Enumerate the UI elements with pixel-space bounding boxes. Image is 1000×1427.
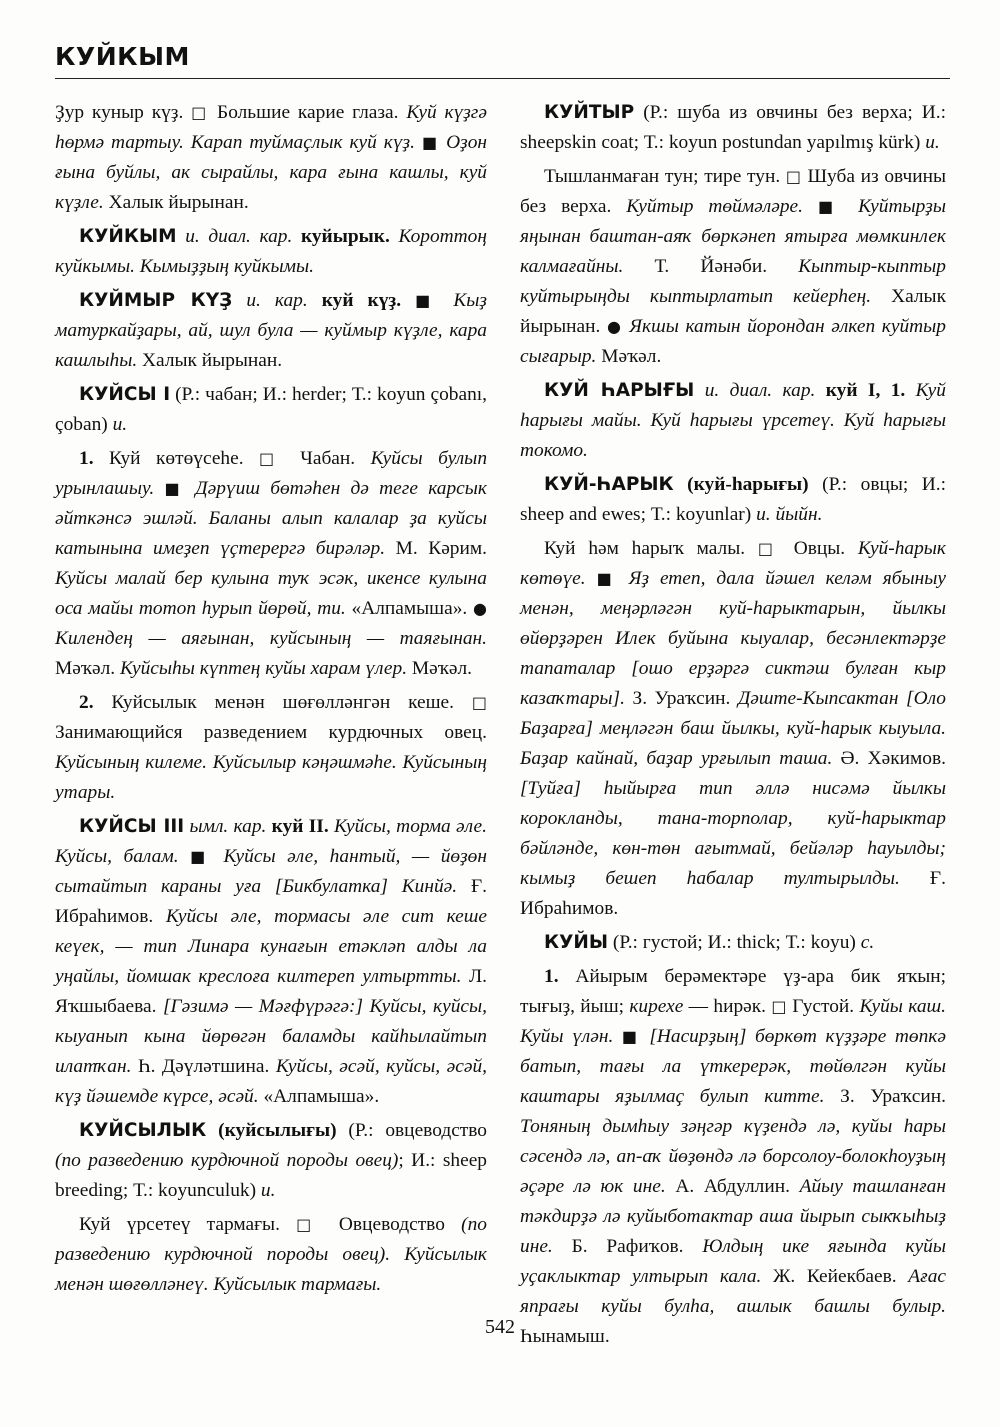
text-run: Куйсы, торма әле. Куйсы, балам.	[55, 816, 487, 867]
text-run: Т. Йәнәби.	[623, 256, 799, 277]
section-marker-icon: □	[259, 449, 285, 468]
text-run: (Р.: густой; И.: thick; Т.: koyu)	[608, 932, 861, 953]
text-run: Шуба из овчины без верха.	[520, 166, 946, 217]
dictionary-paragraph	[520, 928, 946, 958]
text-run: и.	[112, 414, 128, 435]
text-run: и.	[925, 132, 940, 153]
text-run: Ағас япрағы куйы булһа, ашлык башлы булыр.	[520, 1266, 946, 1317]
dictionary-paragraph	[520, 534, 946, 924]
dictionary-paragraph	[55, 222, 487, 282]
text-run: и. диал. кар.	[694, 380, 826, 401]
text-run: Мәҡәл.	[596, 346, 662, 367]
text-run: куй II.	[271, 816, 329, 837]
text-run: Һынамыш.	[520, 1326, 610, 1347]
dictionary-paragraph	[520, 470, 946, 530]
headword: КУЙ ҺАРЫҒЫ	[544, 380, 695, 401]
text-run: Л. Яҡшыбаева.	[55, 966, 487, 1017]
dictionary-paragraph	[55, 1210, 487, 1300]
text-run: Куйсы, әсәй, куйсы, әсәй, күҙ йәшемде күрсе, әсәй.	[55, 1056, 487, 1107]
section-marker-icon: ■	[164, 479, 186, 498]
section-marker-icon: ■	[621, 1027, 641, 1046]
text-run	[401, 290, 415, 311]
text-run: М. Кәрим.	[385, 538, 487, 559]
text-run: Куй һәм һарыҡ малы.	[544, 538, 758, 559]
text-run: и. кар.	[232, 290, 322, 311]
text-run: ымл. кар.	[184, 816, 272, 837]
text-run: Куйтырҙы яңынан баштан-аяҡ бөркәнеп ятырға мөмкинлек калмағайны.	[520, 196, 946, 277]
text-run: Һ. Дәүләтшина.	[131, 1056, 276, 1077]
text-run: Куй күҙгә һөрмә тартыу. Карап туймаҫлык куй күҙ.	[55, 102, 487, 153]
text-run: Чабан.	[284, 448, 371, 469]
text-run: куй күҙ.	[321, 290, 402, 311]
dictionary-paragraph	[55, 1116, 487, 1206]
text-run: Куй үрсетеү тармағы.	[79, 1214, 297, 1235]
section-marker-icon: ●	[606, 317, 623, 336]
text-run: Тоняның дымһыу зәңгәр күҙендә лә, куйы һары сәсендә лә, ап-аҡ йөҙөндә лә борсолоу-болокһоуҙың әҫәре лә юк ине.	[520, 1116, 946, 1197]
text-run: Кыҙ матуркайҙары, ай, шул була — куймыр күҙле, кара кашлыһы.	[55, 290, 487, 371]
text-run: Килендең — аяғынан, куйсының — таяғынан.	[55, 628, 487, 649]
text-run: (куйсылығы)	[206, 1120, 337, 1141]
text-run: Кыптыр-кыптыр куйтырыңды кыптырлатып кейерһең.	[520, 256, 946, 307]
section-marker-icon: □	[471, 693, 487, 712]
text-run: куйырык.	[300, 226, 390, 247]
text-run: (Р.: овцеводство	[336, 1120, 487, 1141]
text-run: Куйтыр төймәләре.	[626, 196, 818, 217]
dictionary-paragraph	[520, 962, 946, 1352]
text-run: куй I, 1.	[825, 380, 906, 401]
text-run: Большие карие глаза.	[209, 102, 407, 123]
section-marker-icon: ■	[415, 291, 440, 310]
section-marker-icon: □	[757, 539, 781, 558]
headword: КУЙМЫР КҮҘ	[79, 290, 233, 311]
text-run: Куй көтөүсеһе.	[109, 448, 260, 469]
text-run: Куйсы әле, тормасы әле сит кеше кеүек, — тип Линара кунағын етәкләп алды ла уңайлы, йомшак креслоға килтереп ултыртты.	[55, 906, 488, 987]
dictionary-paragraph	[55, 688, 487, 808]
text-run: (Р.: овцы; И.: sheep and ewes; Т.: koyunlar)	[520, 474, 946, 525]
dictionary-paragraph	[520, 376, 946, 466]
text-run: Халык йырынан.	[137, 350, 283, 371]
text-run: Ғ. Ибраһимов.	[55, 876, 488, 927]
text-run: кирехе	[629, 996, 684, 1017]
headword: КУЙ-ҺАРЫК	[544, 474, 674, 495]
text-run: Ә. Хәкимов.	[832, 748, 946, 769]
left-column	[55, 98, 487, 1304]
text-run: 1.	[79, 448, 109, 469]
text-run: Яҙ етеп, дала йәшел келәм ябыныу менән, меңәрләгән куй-һарыктарын, йылкы өйөрҙәрен Илек буйына кыуалар, бесәнлектәрҙе тапаталар [ошо ерҙәргә сиктәш булған кыр казаҡтары].	[520, 568, 946, 709]
section-marker-icon: ■	[190, 847, 212, 866]
text-run: Халык йырынан.	[103, 192, 249, 213]
section-marker-icon: □	[296, 1215, 323, 1234]
text-run: Дәште-Кыпсактан [Оло Баҙарға] меңләгән баш йылкы, куй-һарык кыуыла. Баҙар кайнай, баҙар урғылып таша.	[520, 688, 946, 769]
text-run: Густой.	[786, 996, 860, 1017]
dictionary-paragraph	[55, 444, 487, 684]
headword: КУЙСЫЛЫК	[79, 1120, 207, 1141]
text-run: и.	[260, 1180, 276, 1201]
dictionary-paragraph	[55, 380, 487, 440]
headword: КУЙСЫ I	[79, 384, 171, 405]
text-run: Куйсы булып урынлашыу.	[55, 448, 488, 499]
text-run: Ж. Кейекбаев.	[761, 1266, 909, 1287]
text-run: Короттоң куйкымы. Кымыҙҙың куйкымы.	[55, 226, 487, 277]
text-run: Оҙон ғына буйлы, ак сырайлы, кара ғына кашлы, куй күҙле.	[55, 132, 488, 213]
text-run: Мәҡәл.	[407, 658, 472, 679]
text-run: З. Ураҡсин.	[624, 688, 738, 709]
text-run: Куйсы әле, һантый, — йөҙөн сытайтып караны уға [Бикбулатка] Кинйә.	[55, 846, 487, 897]
headword: КУЙЫ	[544, 932, 609, 953]
text-run: Овцеводство	[322, 1214, 462, 1235]
headword: КУЙТЫР	[544, 102, 635, 123]
page-number: 542	[485, 1316, 515, 1338]
text-run: «Алпамыша».	[345, 598, 474, 619]
text-run: Куйсы малай бер кулына туҡ эсәк, икенсе кулына оса майы тотоп һурып йөрөй, ти.	[55, 568, 487, 619]
text-run: Айырым берәмектәре үҙ-ара бик яҡын; тығыҙ, йыш;	[520, 966, 946, 1017]
text-run: (Р.: чабан; И.: herder; Т.: koyun çobanı, çoban)	[55, 384, 488, 435]
text-run: [Туйға] һыйырға тип әллә нисәмә йылкы корокланды, тана-торполар, куй-һарыктар бәйләнде, көн-төн ағытмай, бейәләр һауылды; кымыҙ бешеп һабалар тултырылды.	[520, 778, 946, 889]
text-run: Юлдың ике яғында куйы уҫаклыктар ултырып кала.	[520, 1236, 946, 1287]
running-head: КУЙКЫМ	[55, 42, 190, 71]
section-marker-icon: □	[785, 167, 802, 186]
section-marker-icon: ■	[817, 197, 844, 216]
right-column	[520, 98, 946, 1356]
text-run: Айыу ташланған тәкдирҙә лә куйыботактар аша йырып сыкҡыһыҙ ине.	[520, 1176, 946, 1257]
section-marker-icon: ■	[596, 569, 618, 588]
text-run: (Р.: шуба из овчины без верха; И.: sheepskin coat; Т.: koyun postundan yapılmış kürk)	[520, 102, 946, 153]
text-run: (по разведению курдючной породы овец)	[55, 1150, 399, 1171]
dictionary-paragraph	[520, 98, 946, 158]
text-run: А. Абдуллин.	[665, 1176, 800, 1197]
text-run: Куйы каш. Куйы үлән.	[520, 996, 947, 1047]
text-run: Ғ. Ибраһимов.	[520, 868, 946, 919]
section-marker-icon: □	[771, 997, 787, 1016]
header-rule	[55, 78, 950, 79]
dictionary-paragraph	[55, 286, 487, 376]
text-run: Куйсының килеме. Куйсылыр кәңәшмәһе. Куйсының утары.	[55, 752, 487, 803]
text-run: Дәрүиш бөтәһен дә теге карсык әйткәнсә эшләй. Баланы алып калалар ҙа куйсы катынына имеҙеп үҫтерергә бирәләр.	[55, 478, 487, 559]
text-run: и. йыйн.	[756, 504, 823, 525]
text-run: (по разведению курдючной породы овец). Куйсылык менән шөғөлләнеү. Куйсылык тармағы.	[55, 1214, 487, 1295]
text-run: Б. Рафиҡов.	[552, 1236, 703, 1257]
headword: КУЙСЫ III	[79, 816, 185, 837]
text-run: Мәҡәл.	[55, 658, 120, 679]
text-run: Якшы катын йорондан әлкеп куйтыр сығарыр.	[520, 316, 946, 367]
text-run: Куйсыһы күптең куйы харам үлер.	[119, 658, 408, 679]
text-run: и. диал. кар.	[176, 226, 301, 247]
dictionary-paragraph	[520, 162, 946, 372]
text-run: 2.	[79, 692, 112, 713]
text-run: с.	[860, 932, 875, 953]
text-run: Тышланмаған тун; тире тун.	[544, 166, 786, 187]
text-run: [Гәзимә — Мәғфүрәгә:] Куйсы, куйсы, кыуанып кына йөрөгән баламды кайһылайтып илатҡан.	[55, 996, 487, 1077]
text-run: Овцы.	[780, 538, 858, 559]
text-run: ; И.: sheep breeding; Т.: koyunculuk)	[55, 1150, 487, 1201]
text-run: — һирәк.	[683, 996, 772, 1017]
section-marker-icon: ●	[473, 599, 487, 618]
section-marker-icon: □	[191, 103, 210, 122]
dictionary-paragraph	[55, 812, 487, 1112]
text-run: Занимающийся разведением курдючных овец.	[55, 722, 487, 743]
dictionary-paragraph	[55, 98, 487, 218]
section-marker-icon: ■	[421, 133, 440, 152]
text-run: Куй-һарык көтөүе.	[520, 538, 946, 589]
headword: КУЙКЫМ	[79, 226, 177, 247]
text-run: Куй һарығы майы. Куй һарығы үрсетеү. Куй һарығы токомо.	[520, 380, 946, 461]
text-run: Ҙур куныр күҙ.	[55, 102, 192, 123]
text-run: З. Ураҡсин.	[824, 1086, 946, 1107]
text-run: [Насирҙың] бөркөт күҙҙәре төпкә батып, тағы ла үткерерәк, төйөлгән куйы каштары яҙылмаҫ булып китте.	[520, 1026, 946, 1107]
text-run: (куй-һарығы)	[673, 474, 809, 495]
text-run: 1.	[544, 966, 576, 987]
text-run: Куйсылык менән шөғөлләнгән кеше.	[111, 692, 472, 713]
text-run: Халык йырынан.	[520, 286, 946, 337]
text-run: «Алпамыша».	[258, 1086, 380, 1107]
